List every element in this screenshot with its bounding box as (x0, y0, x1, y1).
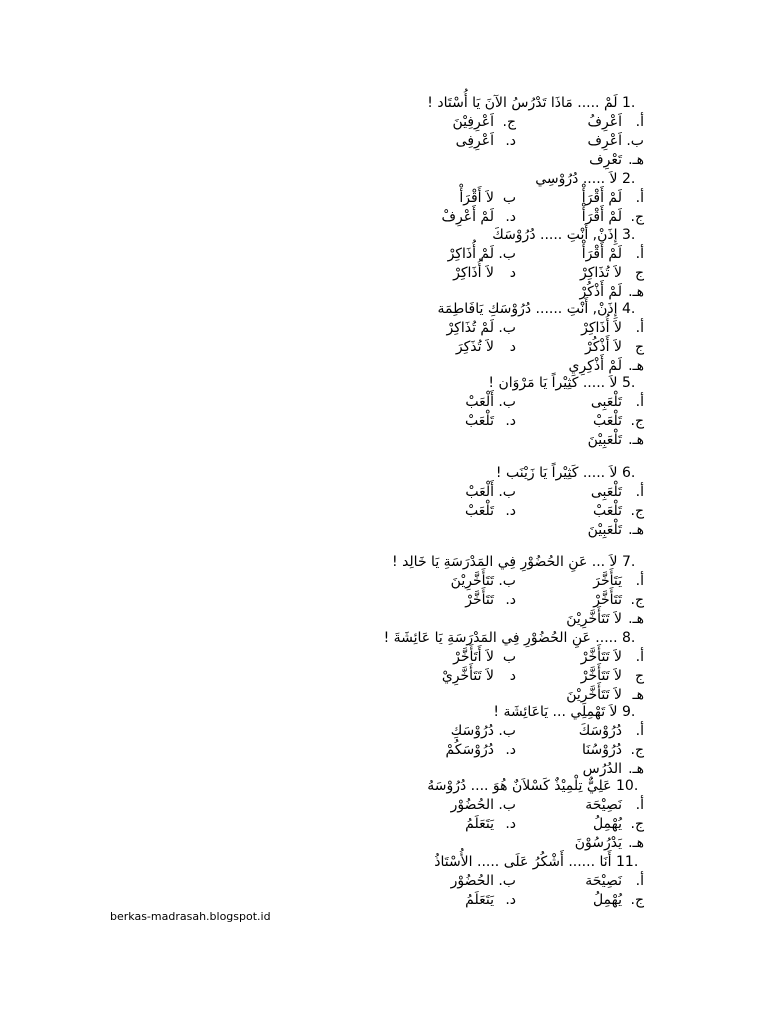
option-letter: ب. (498, 873, 516, 889)
question-text: لاَ ... عَنِ الحُضُوْرِ فِي المَدْرَسَةِ يَا خَالِد ! (392, 554, 618, 570)
question-text: لَمْ ..... مَاذَا تَدْرُسُ الآنَ يَا أُسْتَاد ! (427, 95, 618, 111)
option-letter: هـ. (628, 835, 644, 851)
option-letter: د. (505, 503, 516, 519)
option-letter: ج. (630, 413, 644, 429)
option-row (452, 113, 644, 132)
option-row (465, 502, 644, 521)
option-letter: ب (502, 649, 516, 665)
option-text: تَلْعَبْ (592, 503, 622, 519)
question-stem (535, 170, 644, 189)
option-row (453, 264, 644, 283)
question-number: 8. (622, 630, 636, 646)
option-text: يُهْمِلُ (592, 892, 622, 908)
question-number: 1. (622, 95, 636, 111)
option-row (456, 338, 644, 357)
option-letter: ج. (630, 209, 644, 225)
option-text: تَتَأَخَّرْ (593, 592, 622, 608)
option-text: لَمْ أَذْكِرِي (568, 358, 622, 374)
option-text: لاَ تَتَأَخَّرِيْنَ (566, 611, 622, 627)
option-letter: أ. (635, 573, 644, 589)
option-letter: هـ (632, 687, 644, 703)
question-text: لاَ تَهْمِلِي ... يَاعَائِشَة ! (493, 704, 618, 720)
option-row (456, 132, 644, 151)
option-text: لَمْ تُذَاكِرْ (446, 320, 494, 336)
option-row (516, 151, 644, 170)
option-letter: د. (505, 742, 516, 758)
option-text: تَلْعَبِيْنَ (587, 522, 622, 538)
option-text: تَلْعَبْ (464, 413, 494, 429)
question-text: إِذَنْ, أَنْتِ ...... دُرُوْسَكِ يَافَاطِمَة (437, 301, 618, 317)
question-number: 3. (622, 227, 636, 243)
option-letter: د (509, 668, 516, 684)
option-letter: هـ. (628, 358, 644, 374)
option-letter: ج. (630, 742, 644, 758)
option-letter: د. (505, 592, 516, 608)
question-number: 11. (616, 854, 639, 870)
option-row (451, 722, 644, 741)
option-text: تَتَأَخَّرِيْنَ (450, 573, 494, 589)
question-stem (392, 553, 644, 572)
option-row (465, 591, 644, 610)
option-text: اَعْرِف (587, 133, 622, 149)
option-row (445, 741, 644, 760)
option-letter: أ. (635, 246, 644, 262)
option-letter: أ. (635, 649, 644, 665)
option-text: تَلْعَبْ (464, 503, 494, 519)
option-letter: ج (634, 668, 644, 684)
option-text: نَصِيْحَة (585, 873, 622, 889)
question-stem (427, 777, 644, 796)
option-letter: د (509, 339, 516, 355)
option-text: لَمْ أُذَاكِرْ (447, 246, 494, 262)
option-letter: أ. (635, 873, 644, 889)
option-row (465, 483, 644, 502)
question-stem (496, 464, 644, 483)
option-letter: د. (505, 413, 516, 429)
option-letter: ب. (498, 797, 516, 813)
option-letter: د. (505, 209, 516, 225)
option-text: لاَ تُذَكِرَ (455, 339, 494, 355)
option-letter: هـ. (628, 152, 644, 168)
option-text: دُرُوْسُنَا (582, 742, 622, 758)
option-letter: أ. (635, 797, 644, 813)
option-text: الحُضُوْر (450, 873, 494, 889)
option-text: اَعْرِفِى (455, 133, 494, 149)
question-stem (488, 374, 644, 393)
question-number: 10. (616, 778, 639, 794)
option-row (446, 319, 644, 338)
option-row (516, 521, 644, 540)
option-text: الحُضُوْر (450, 797, 494, 813)
option-row (465, 412, 644, 431)
option-row (442, 667, 644, 686)
option-letter: ج. (630, 592, 644, 608)
option-text: تَتَأَخَّرْ (465, 592, 494, 608)
option-text: لاَ تَتَأَخَّرْ (580, 668, 622, 684)
option-row (448, 245, 644, 264)
option-letter: ب. (498, 573, 516, 589)
question-number: 7. (622, 554, 636, 570)
option-text: تَلْعَبِى (590, 484, 622, 500)
option-text: نَصِيْحَة (585, 797, 622, 813)
option-letter: هـ. (628, 284, 644, 300)
option-letter: ب. (498, 394, 516, 410)
question-text: أَنَا ...... أَشْكُرُ عَلَى ..... الأُسْتَاذُ (434, 854, 612, 870)
option-text: لاَ أُذَاكِرْ (581, 320, 622, 336)
option-letter: ج (634, 339, 644, 355)
option-row (465, 891, 644, 910)
option-text: لَمْ أَقْرَأْ (581, 190, 622, 206)
option-text: أَلْعَبْ (465, 394, 494, 410)
question-stem (427, 94, 644, 113)
option-row (516, 431, 644, 450)
option-letter: د. (505, 816, 516, 832)
option-text: تَعْرِف (589, 152, 622, 168)
option-text: لاَ تَتَأَخَّرْ (580, 649, 622, 665)
question-stem (492, 226, 644, 245)
option-letter: ب. (498, 246, 516, 262)
option-row (453, 648, 644, 667)
option-letter: ب. (626, 133, 644, 149)
question-stem (434, 853, 644, 872)
option-letter: هـ. (628, 432, 644, 448)
option-text: تَلْعَبْ (592, 413, 622, 429)
option-text: لَمْ أَقْرَأْ (581, 246, 622, 262)
option-text: اَعْرِفُ (587, 114, 622, 130)
option-letter: أ. (635, 484, 644, 500)
option-row (459, 189, 644, 208)
option-row (465, 393, 644, 412)
option-text: لاَ أَتَأَخَّرْ (453, 649, 494, 665)
option-letter: أ. (635, 394, 644, 410)
option-text: لاَ تُذَاكِرْ (580, 265, 622, 281)
question-text: لاَ ..... كَثِيْراً يَا مَرْوَان ! (488, 375, 618, 391)
option-letter: أ. (635, 190, 644, 206)
option-letter: هـ. (628, 611, 644, 627)
option-letter: ج. (630, 892, 644, 908)
option-row (465, 815, 644, 834)
option-letter: د (509, 265, 516, 281)
option-row (451, 796, 644, 815)
option-letter: د. (505, 892, 516, 908)
option-text: لاَ أَذْكُرْ (585, 339, 622, 355)
option-letter: ج. (502, 114, 516, 130)
option-text: لاَ أُذَاكِرْ (453, 265, 494, 281)
option-text: يَتَعَلَمُ (465, 892, 494, 908)
question-number: 2. (622, 171, 636, 187)
option-letter: أ. (635, 723, 644, 739)
option-row (441, 208, 644, 227)
option-text: الدُرُس (582, 761, 622, 777)
option-text: لاَ تَتَأَخَّرِيْ (441, 668, 494, 684)
option-text: لَمْ أَذْكُرْ (579, 284, 622, 300)
option-letter: ب. (498, 320, 516, 336)
question-text: ..... عَنِ الحُضُوْرِ فِي المَدْرَسَةِ يَا عَائِشَةَ ! (383, 630, 618, 646)
question-stem (384, 629, 644, 648)
question-number: 5. (622, 375, 636, 391)
option-text: تَلْعَبِيْنَ (587, 432, 622, 448)
option-text: يَتَأَخَّرَ (593, 573, 622, 589)
question-stem (493, 703, 644, 722)
option-letter: هـ. (628, 761, 644, 777)
question-text: لاَ ..... كَثِيْراً يَا زَيْنَب ! (495, 465, 618, 481)
option-text: دُرُوْسَكُمْ (445, 742, 494, 758)
option-text: يَدْرُسُوْنَ (574, 835, 622, 851)
question-text: إِذَنْ, أَنْتِ ..... دُرُوْسَكَ (492, 227, 618, 243)
option-row (516, 610, 644, 629)
option-text: لاَ أَقْرَأْ (459, 190, 494, 206)
question-text: عَلِيٌّ تِلْمِيْذٌ كَسْلاَنٌ هُوَ .... دُرُوْسَهُ (427, 778, 612, 794)
option-row (451, 872, 644, 891)
option-text: لَمْ أَقْرَأْ (581, 209, 622, 225)
option-text: لاَ تَتَأَخَّرِيْنَ (566, 687, 622, 703)
option-text: تَلْعَبِى (590, 394, 622, 410)
question-number: 9. (622, 704, 636, 720)
option-letter: ب (502, 190, 516, 206)
question-stem (438, 300, 645, 319)
option-letter: ج (634, 265, 644, 281)
question-number: 6. (622, 465, 636, 481)
option-letter: ب. (498, 723, 516, 739)
option-text: لَمْ أَعْرِفْ (441, 209, 494, 225)
option-row (516, 834, 644, 853)
option-letter: ب. (498, 484, 516, 500)
option-text: دُرُوْسَكِ (450, 723, 494, 739)
option-text: يَتَعَلَمُ (465, 816, 494, 832)
question-text: لاَ ..... دُرُوْسِي (535, 171, 618, 187)
option-text: أَلْعَبْ (465, 484, 494, 500)
option-text: يُهْمِلُ (592, 816, 622, 832)
option-letter: د. (505, 133, 516, 149)
option-letter: ج. (630, 503, 644, 519)
option-letter: ج. (630, 816, 644, 832)
option-row (451, 572, 644, 591)
footer-source: berkas-madrasah.blogspot.id (110, 910, 271, 923)
option-letter: أ. (635, 114, 644, 130)
question-number: 4. (622, 301, 636, 317)
option-letter: هـ. (628, 522, 644, 538)
option-text: دُرُوْسَكَ (578, 723, 622, 739)
option-text: اَعْرِفِيْنَ (452, 114, 494, 130)
option-letter: أ. (635, 320, 644, 336)
